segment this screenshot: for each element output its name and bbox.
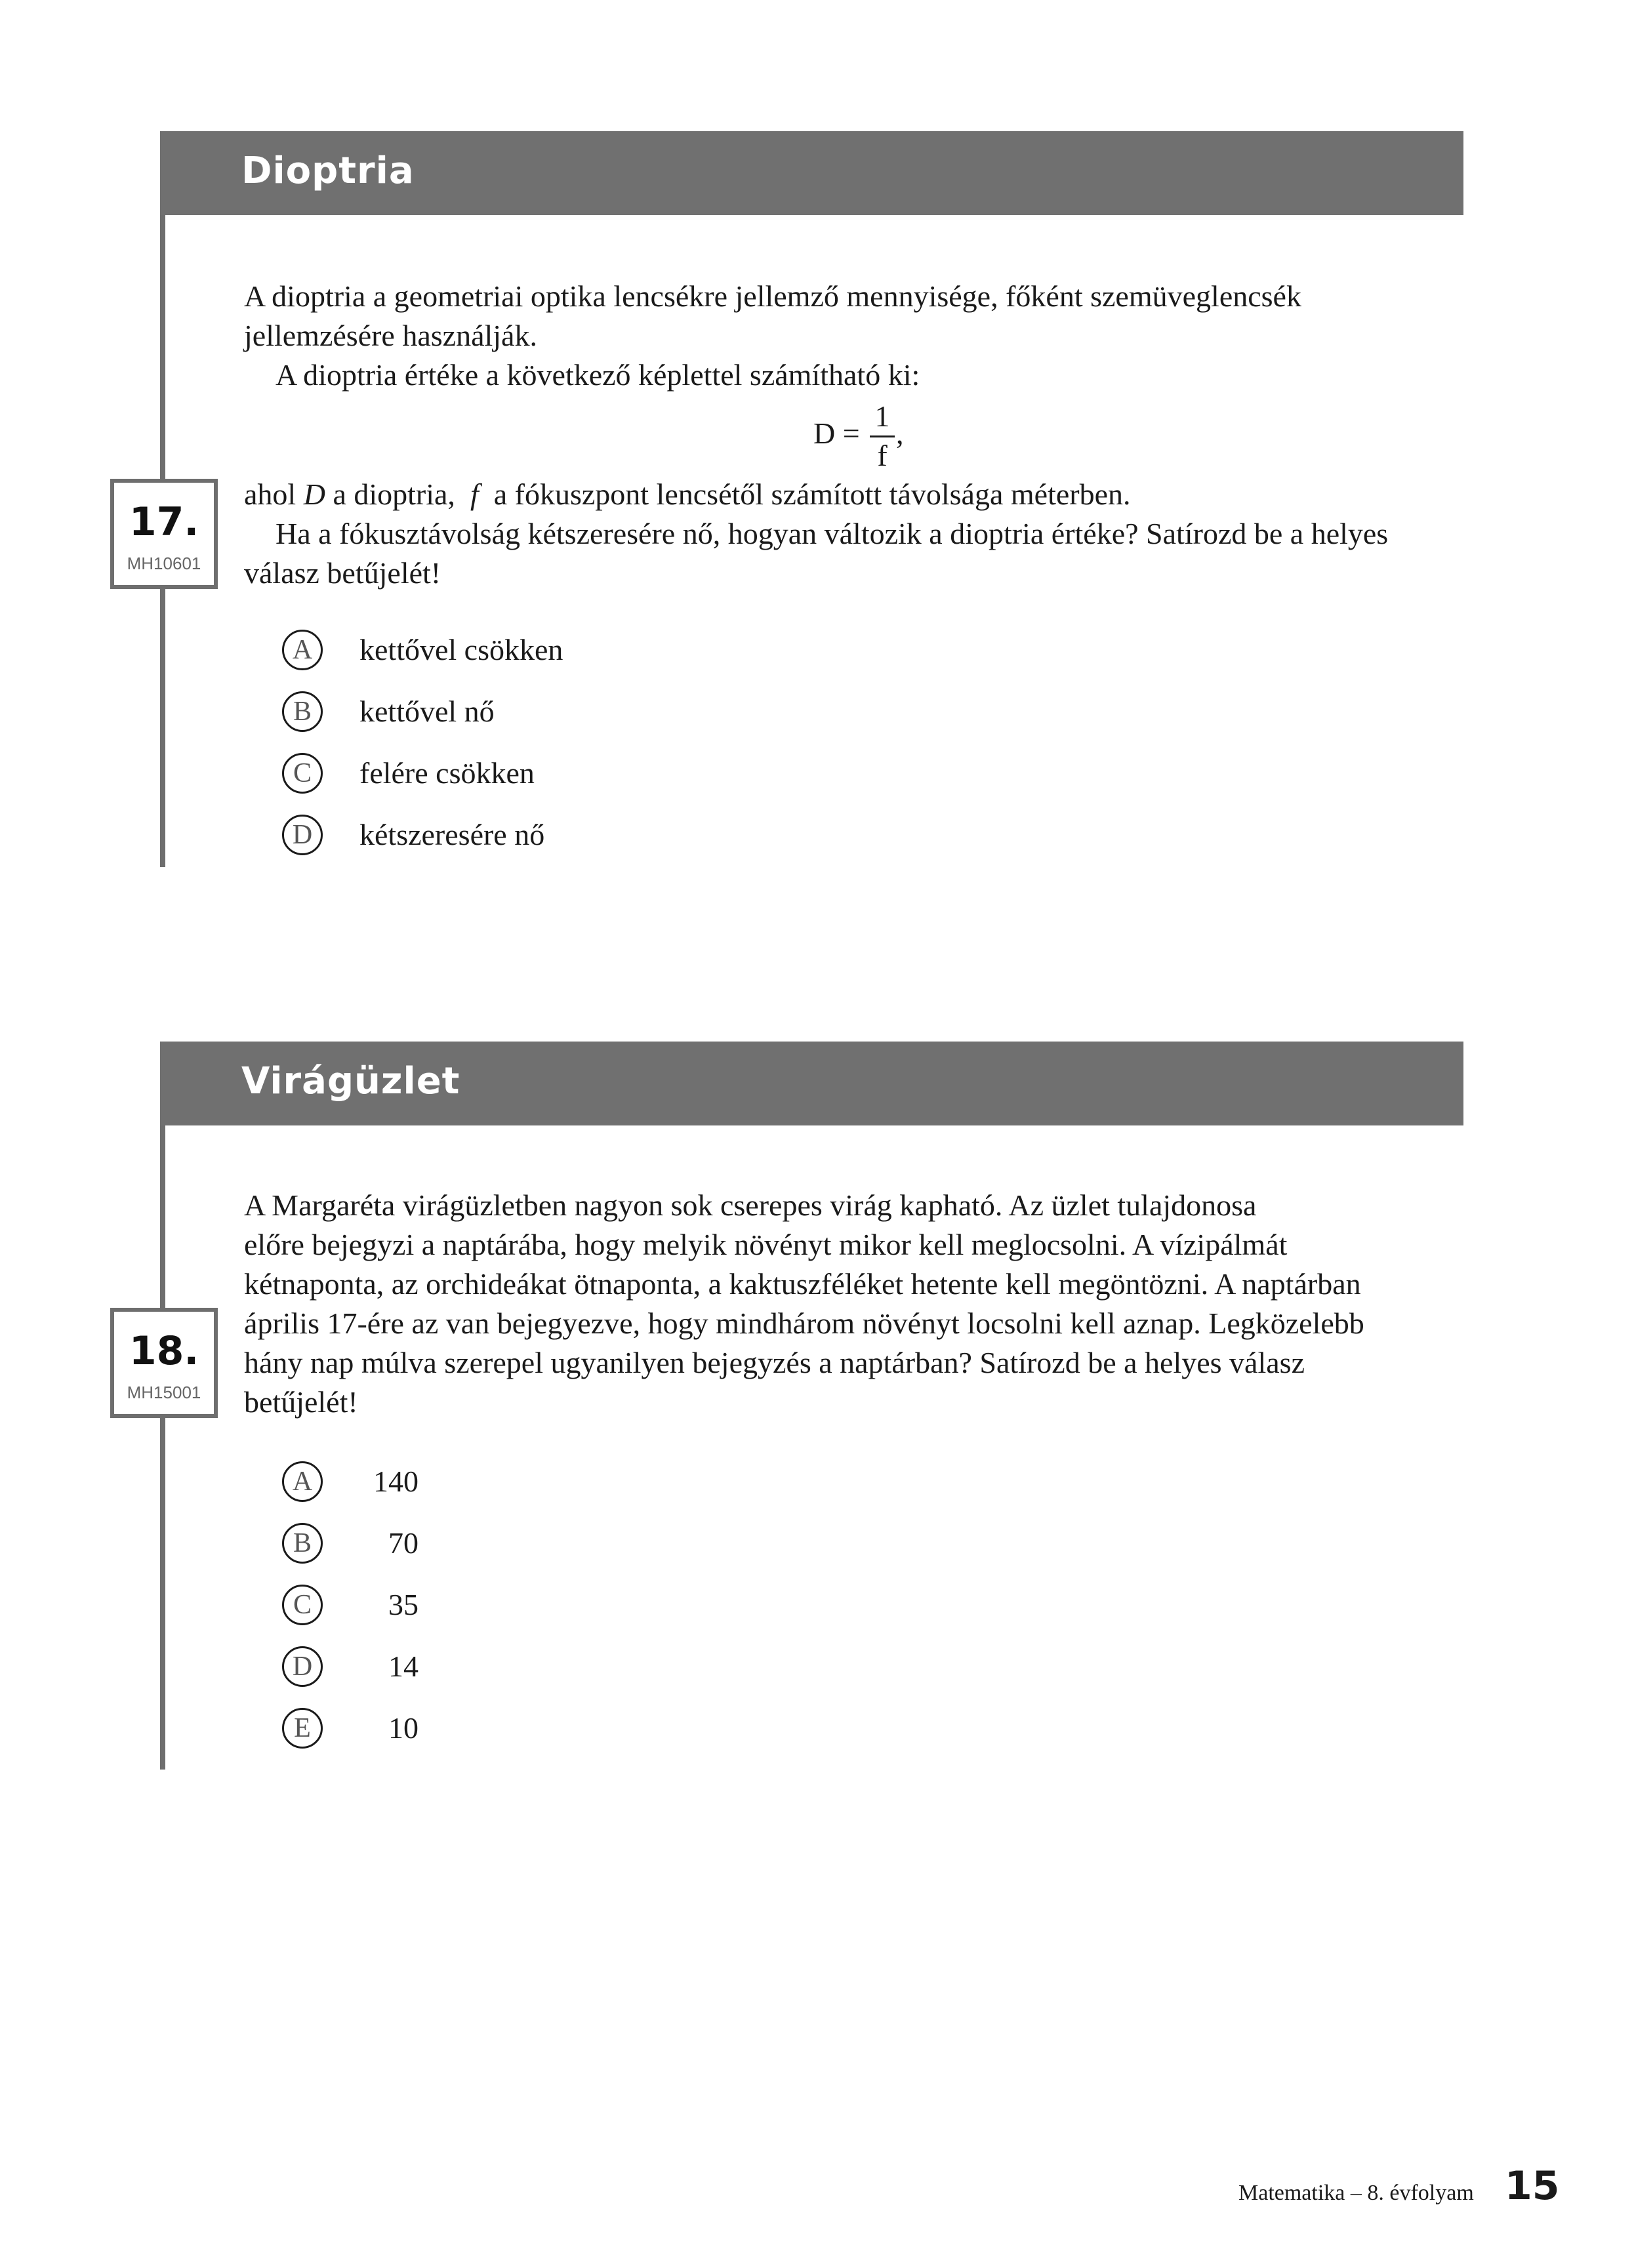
question-17-header	[160, 131, 1463, 215]
option-bubble[interactable]: B	[282, 1523, 323, 1564]
option-text: kétszeresére nő	[359, 818, 545, 851]
question-17-number: 17.	[129, 499, 199, 545]
question-18-title: Virágüzlet	[241, 1060, 460, 1103]
option-bubble[interactable]: B	[282, 691, 323, 732]
page-number: 15	[1505, 2163, 1560, 2209]
definition-mid: a dioptria,	[333, 477, 455, 511]
formula-left: D =	[813, 416, 860, 450]
option-bubble[interactable]: A	[282, 630, 323, 670]
option-bubble[interactable]: E	[282, 1708, 323, 1749]
option-text: kettővel nő	[359, 695, 495, 728]
option-bubble[interactable]: C	[282, 1585, 323, 1625]
question-18-number: 18.	[129, 1328, 199, 1374]
question-17-code: MH10601	[127, 554, 201, 573]
formula-numerator: 1	[874, 399, 890, 433]
option-text: 10	[388, 1711, 419, 1745]
definition-var-d: D	[303, 477, 325, 511]
definition-rest: a fókuszpont lencsétől számított távolsága méterben.	[493, 477, 1131, 511]
question-17-definition	[244, 475, 1131, 514]
question-18-line-4: április 17-ére az van bejegyezve, hogy mindhárom növényt locsolni kell aznap. Legközelebb	[244, 1306, 1364, 1340]
question-18-line-1: A Margaréta virágüzletben nagyon sok cserepes virág kapható. Az üzlet tulajdonosa	[244, 1188, 1257, 1222]
option-text: 14	[388, 1650, 419, 1683]
footer-subject-label: Matematika – 8. évfolyam	[1238, 2181, 1474, 2205]
question-18-line-3: kétnaponta, az orchideákat ötnaponta, a kaktuszféléket hetente kell megöntözni. A naptárban	[244, 1267, 1361, 1301]
option-text: 35	[388, 1588, 419, 1621]
option-bubble[interactable]: D	[282, 815, 323, 855]
question-18-line-2: előre bejegyzi a naptárába, hogy melyik növényt mikor kell meglocsolni. A vízipálmát	[244, 1228, 1288, 1261]
question-17-line-3: A dioptria értéke a következő képlettel számítható ki:	[276, 358, 920, 392]
question-17-title: Dioptria	[241, 150, 415, 192]
option-bubble[interactable]: C	[282, 753, 323, 794]
option-text: kettővel csökken	[359, 633, 563, 666]
question-17-line-1: A dioptria a geometriai optika lencsékre jellemző mennyisége, főként szemüveglencsék	[244, 279, 1301, 313]
question-18-header	[160, 1042, 1463, 1125]
question-17-line-2: jellemzésére használják.	[244, 319, 537, 352]
formula-fraction-bar	[870, 435, 895, 437]
option-text: 140	[373, 1465, 419, 1498]
option-bubble[interactable]: A	[282, 1461, 323, 1502]
question-18-line-5: hány nap múlva szerepel ugyanilyen bejegyzés a naptárban? Satírozd be a helyes válasz	[244, 1346, 1305, 1379]
option-text: felére csökken	[359, 756, 535, 790]
option-bubble[interactable]: D	[282, 1646, 323, 1687]
formula-denominator: f	[877, 439, 888, 472]
definition-prefix: ahol	[244, 477, 296, 511]
question-18-line-6: betűjelét!	[244, 1385, 358, 1419]
question-17-question-1: Ha a fókusztávolság kétszeresére nő, hogyan változik a dioptria értéke? Satírozd be a helyes	[276, 517, 1389, 550]
question-17-question-2: válasz betűjelét!	[244, 556, 441, 590]
question-17-number-box	[110, 479, 218, 589]
option-text: 70	[388, 1526, 419, 1560]
question-18-code: MH15001	[127, 1383, 201, 1402]
definition-var-f: f	[470, 477, 479, 511]
formula-suffix: ,	[896, 416, 904, 450]
question-18-number-box	[110, 1308, 218, 1418]
